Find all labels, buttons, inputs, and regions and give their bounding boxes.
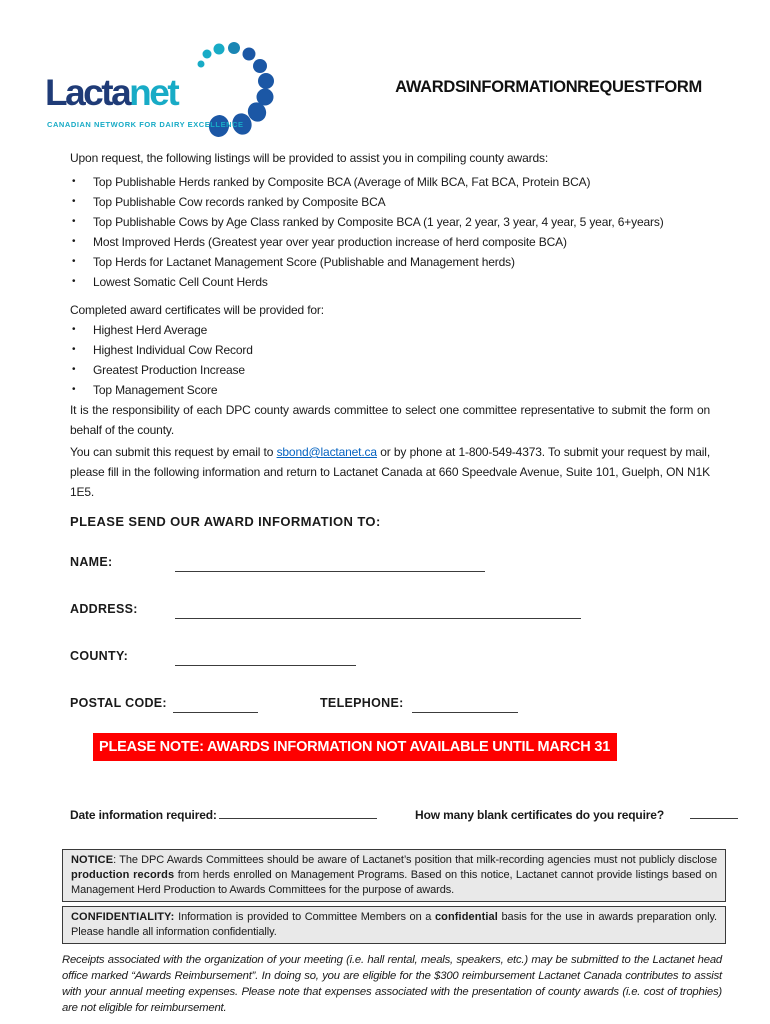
list-item-text: Top Publishable Cow records ranked by Composite BCA <box>93 195 386 209</box>
address-label: ADDRESS: <box>70 602 138 616</box>
bullet-icon: • <box>72 324 76 335</box>
bullet-icon: • <box>72 196 76 207</box>
date-required-label: Date information required: <box>70 808 217 822</box>
postal-code-field[interactable] <box>173 697 258 713</box>
wordmark-primary: Lacta <box>45 72 130 113</box>
bullet-icon: • <box>72 176 76 187</box>
confidentiality-bold-phrase: confidential <box>434 911 498 923</box>
list-item-text: Most Improved Herds (Greatest year over year production increase of herd composite BCA) <box>93 235 567 249</box>
list-item <box>72 172 710 192</box>
list-item <box>72 340 710 360</box>
telephone-field[interactable] <box>412 697 518 713</box>
certificates-list <box>70 320 710 400</box>
bullet-icon: • <box>72 236 76 247</box>
blank-certificates-group <box>415 803 738 825</box>
notice-label: NOTICE <box>71 854 114 866</box>
blank-certificates-label: How many blank certificates do you require? <box>415 808 664 822</box>
bullet-icon: • <box>72 384 76 395</box>
submission-text-after: or by phone at 1-800-549-4373. To submit your request by mail, please fill in the following information and return to Lactanet Canada at 660 Speedvale Avenue, Suite 101, Guelph, ON N1K 1E5. <box>70 445 711 499</box>
blank-certificates-field[interactable] <box>690 803 738 819</box>
list-item-text: Top Publishable Herds ranked by Composite BCA (Average of Milk BCA, Fat BCA, Protein BCA) <box>93 175 591 189</box>
page-title: AWARDS INFORMATION REQUEST FORM <box>395 78 702 96</box>
telephone-label: TELEPHONE: <box>320 696 404 710</box>
name-label: NAME: <box>70 555 113 569</box>
notice-text-1: : The DPC Awards Committees should be aware of Lactanet’s position that milk-recording agencies must not publicly disclose <box>113 854 717 866</box>
bullet-icon: • <box>72 344 76 355</box>
responsibility-paragraph: It is the responsibility of each DPC county awards committee to select one committee representative to submit the form on behalf of the county. <box>70 403 710 437</box>
county-field[interactable] <box>175 650 356 666</box>
list-item-text: Highest Individual Cow Record <box>93 343 253 357</box>
logo-tagline: CANADIAN NETWORK FOR DAIRY EXCELLENCE <box>47 120 244 129</box>
postal-telephone-row <box>70 693 710 713</box>
bullet-icon: • <box>72 276 76 287</box>
list-item <box>72 232 710 252</box>
document-body <box>62 148 722 1016</box>
form-heading: PLEASE SEND OUR AWARD INFORMATION TO: <box>70 514 381 529</box>
bullet-icon: • <box>72 216 76 227</box>
lactanet-wordmark <box>45 74 177 111</box>
email-link[interactable]: sbond@lactanet.ca <box>276 445 377 459</box>
list-item <box>72 192 710 212</box>
postal-code-label: POSTAL CODE: <box>70 696 167 710</box>
lactanet-logo <box>45 40 295 140</box>
confidentiality-box <box>62 906 726 944</box>
list-item-text: Top Publishable Cows by Age Class ranked by Composite BCA (1 year, 2 year, 3 year, 4 year, 5 year, 6+years) <box>93 215 664 229</box>
county-label: COUNTY: <box>70 649 129 663</box>
name-row <box>70 552 710 572</box>
certificates-lead: Completed award certificates will be provided for: <box>70 303 324 317</box>
confidentiality-label: CONFIDENTIALITY: <box>71 911 175 923</box>
list-item-text: Top Management Score <box>93 383 218 397</box>
list-item <box>72 272 710 292</box>
confidentiality-text-1: Information is provided to Committee Members on a <box>174 911 435 923</box>
notice-text-2: from herds enrolled on Management Programs. Based on this notice, Lactanet cannot provide listings based on Management Herd Production to Awards Committees for the purpose of awards. <box>71 869 717 896</box>
list-item <box>72 360 710 380</box>
name-field[interactable] <box>175 556 485 572</box>
list-item-text: Top Herds for Lactanet Management Score (Publishable and Management herds) <box>93 255 515 269</box>
reimbursement-footnote: Receipts associated with the organization of your meeting (i.e. hall rental, meals, speakers, etc.) may be submitted to the Lactanet head office marked “Awards Reimbursement”. In doing so, you are eligible for the $300 reimbursement Lactanet Canada contributes to assist with your annual meeting expenses. Please note that expenses associated with the presentation of county awards (i.e. cost of trophies) are not eligible for reimbursement. <box>62 954 722 1014</box>
address-field[interactable] <box>175 603 581 619</box>
intro-lead: Upon request, the following listings will be provided to assist you in compiling county awards: <box>70 151 549 165</box>
list-item <box>72 320 710 340</box>
wordmark-secondary: net <box>129 72 178 113</box>
list-item-text: Lowest Somatic Cell Count Herds <box>93 275 268 289</box>
bullet-icon: • <box>72 256 76 267</box>
list-item <box>72 212 710 232</box>
listings-list <box>70 172 710 292</box>
list-item-text: Greatest Production Increase <box>93 363 245 377</box>
submission-paragraph <box>70 442 710 502</box>
confidentiality-text-2: basis for the use in awards preparation only. Please handle all information confidentially. <box>71 911 718 938</box>
date-required-group <box>70 803 377 825</box>
availability-alert-banner: PLEASE NOTE: AWARDS INFORMATION NOT AVAILABLE UNTIL MARCH 31 <box>93 733 617 761</box>
list-item <box>72 252 710 272</box>
submission-text-before: You can submit this request by email to <box>70 445 277 459</box>
date-required-field[interactable] <box>219 803 377 819</box>
notice-box <box>62 849 726 902</box>
date-certificates-row <box>70 805 738 825</box>
list-item-text: Highest Herd Average <box>93 323 208 337</box>
bullet-icon: • <box>72 364 76 375</box>
county-row <box>70 646 710 666</box>
notice-bold-phrase: production records <box>71 869 175 881</box>
address-row <box>70 599 710 619</box>
list-item <box>72 380 710 400</box>
